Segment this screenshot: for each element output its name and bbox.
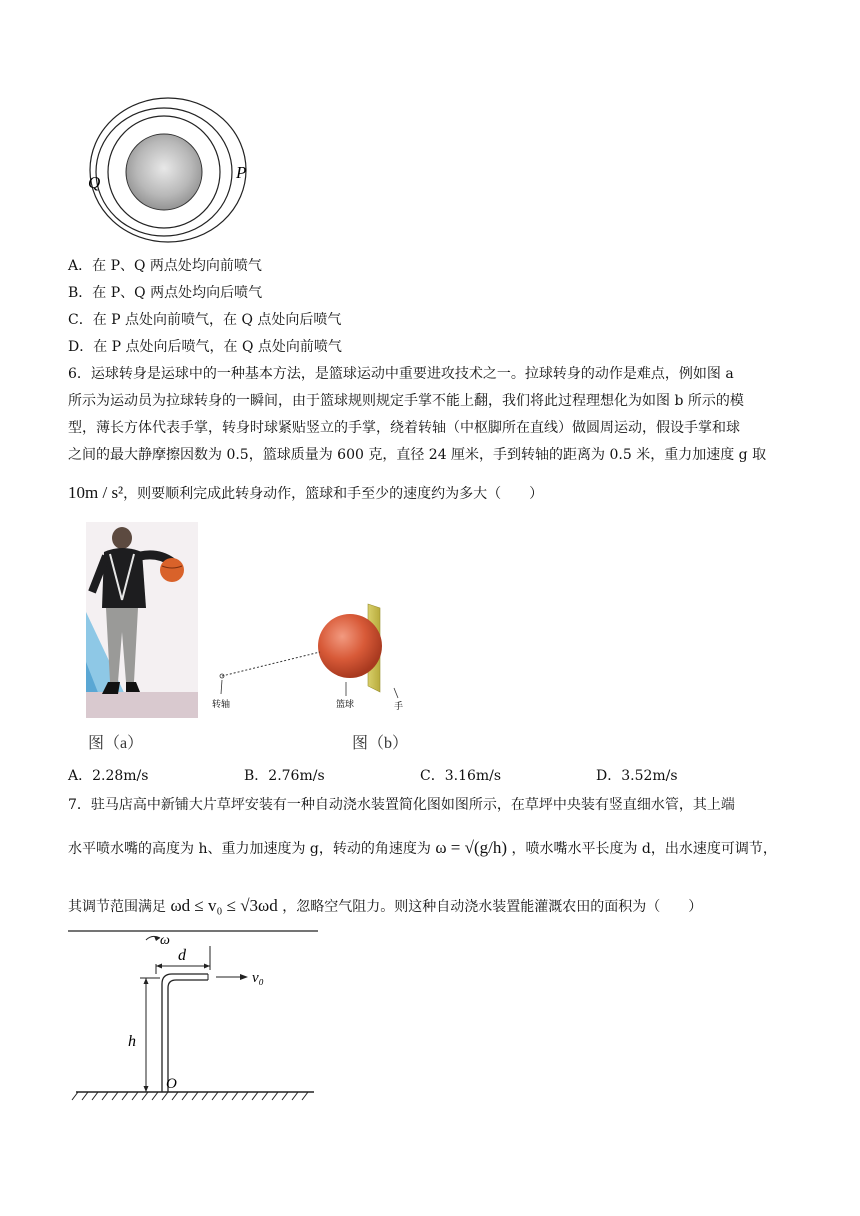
label-h: h xyxy=(128,1033,136,1050)
q5-option-d: D．在 P 点处向后喷气，在 Q 点处向前喷气 xyxy=(68,339,342,355)
q7-line-3: 其调节范围满足 ωd ≤ v₀ ≤ √3ωd ，忽略空气阻力。则这种自动浇水装置能灌溉农田的面积为（ ） xyxy=(68,896,703,915)
q6-option-a: A．2.28m/s xyxy=(68,768,149,784)
q6-line-5: 10m / s²，则要顺利完成此转身动作，篮球和手至少的速度约为多大（ ） xyxy=(68,483,544,502)
label-d: d xyxy=(178,947,186,964)
label-axis: 转轴 xyxy=(212,700,231,710)
q6-option-d: D．3.52m/s xyxy=(596,768,678,784)
basketball xyxy=(318,614,382,678)
q7-line-1: 7．驻马店高中新铺大片草坪安装有一种自动浇水装置简化图如图所示，在草坪中央装有竖直细水管，其上端 xyxy=(68,797,735,813)
q6-unit: 10m / s² xyxy=(68,483,124,502)
omega-formula: ω = √(g/h) xyxy=(435,838,507,857)
q6-option-c: C．3.16m/s xyxy=(420,768,502,784)
label-o: O xyxy=(166,1076,177,1092)
q6-line-1: 6．运球转身是运球中的一种基本方法，是篮球运动中重要进攻技术之一。拉球转身的动作是难点，例如图 a xyxy=(68,366,734,382)
q6-line-3: 型，薄长方体代表手掌，转身时球紧贴竖立的手掌，绕着转轴（中枢脚所在直线）做圆周运动，假设手掌和球 xyxy=(68,420,740,436)
label-q: Q xyxy=(88,173,101,192)
radius-line xyxy=(222,652,320,676)
q5-option-b: B．在 P、Q 两点处均向后喷气 xyxy=(68,285,263,301)
figure-a-caption: 图（a） xyxy=(88,735,144,752)
label-omega: ω xyxy=(160,933,170,948)
speed-range-formula: ωd ≤ v₀ ≤ √3ωd xyxy=(170,896,278,915)
label-hand: 手 xyxy=(394,702,404,712)
figure-b-caption: 图（b） xyxy=(352,735,409,752)
label-ball: 篮球 xyxy=(336,700,355,710)
q6-line-2: 所示为运动员为拉球转身的一瞬间，由于篮球规则规定手掌不能上翻，我们将此过程理想化为如图 b 所示的模 xyxy=(68,393,744,409)
q5-option-a: A．在 P、Q 两点处均向前喷气 xyxy=(68,258,262,274)
label-v0: v₀ xyxy=(252,970,264,986)
label-p: P xyxy=(236,163,247,182)
figure-a-photo xyxy=(86,522,198,718)
q5-option-c: C．在 P 点处向前喷气，在 Q 点处向后喷气 xyxy=(68,312,342,328)
figure-b-model xyxy=(208,596,412,720)
sprinkler-diagram xyxy=(68,926,324,1102)
q7-line-2: 水平喷水嘴的高度为 h、重力加速度为 g，转动的角速度为 ω = √(g/h) ，喷水嘴水平长度为 d，出水速度可调节， xyxy=(68,838,777,857)
q6-option-b: B．2.76m/s xyxy=(244,768,325,784)
orbit-diagram xyxy=(84,92,264,252)
q6-line-4: 之间的最大静摩擦因数为 0.5，篮球质量为 600 克，直径 24 厘米，手到转轴的距离为 0.5 米，重力加速度 g 取 xyxy=(68,447,767,463)
planet xyxy=(126,134,202,210)
